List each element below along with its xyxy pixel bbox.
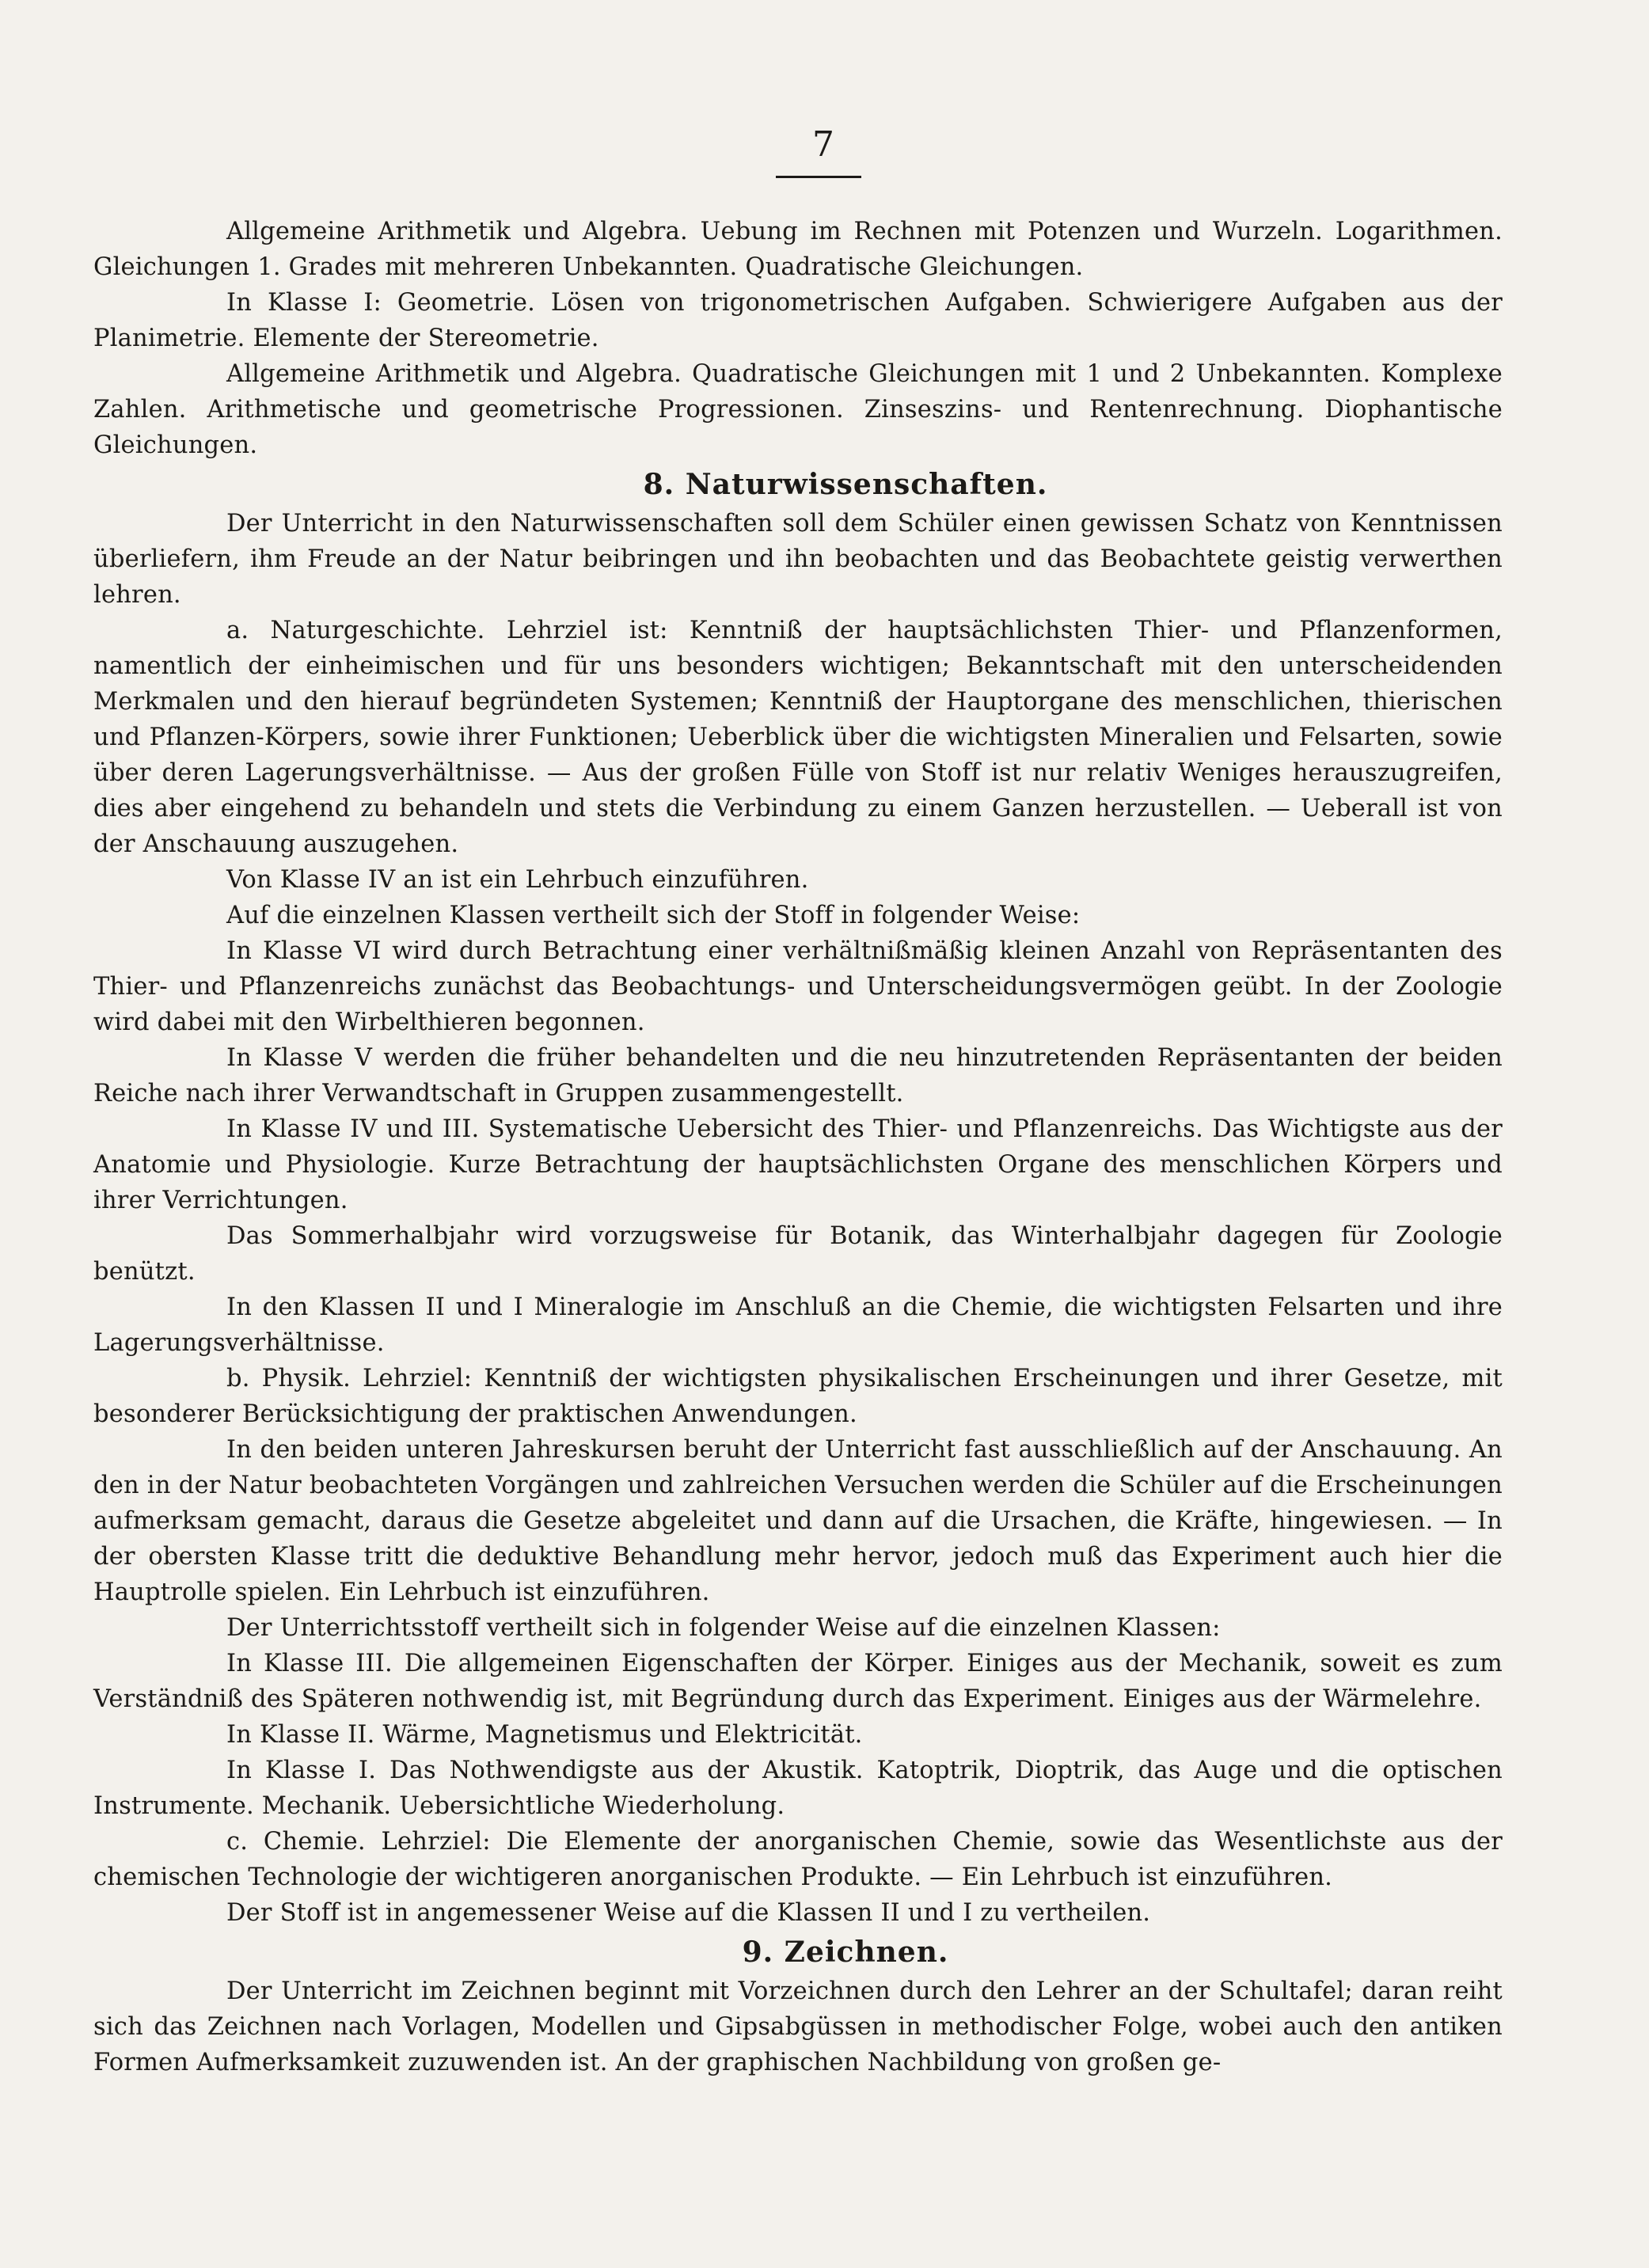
- paragraph-unterrichtsstoff: Der Unterrichtsstoff vertheilt sich in folgender Weise auf die einzelnen Klassen:: [226, 1614, 1221, 1642]
- paragraph-chemie-lehrziel: c. Chemie. Lehrziel: Die Elemente der anorganischen Chemie, sowie das Wesentlichste aus der chemischen Technologie der wichtigeren anorganischen Produkte. — Ein Lehrbuch ist einzuführen.: [93, 1828, 1503, 1891]
- paragraph-physik-klasse-ii: In Klasse II. Wärme, Magnetismus und Elektricität.: [226, 1721, 863, 1749]
- paragraph-lehrbuch-klasse-iv: Von Klasse IV an ist ein Lehrbuch einzuführen.: [226, 866, 809, 894]
- paragraph-physik-klasse-i: In Klasse I. Das Nothwendigste aus der Akustik. Katoptrik, Dioptrik, das Auge und die optischen Instrumente. Mechanik. Uebersichtliche Wiederholung.: [93, 1757, 1503, 1820]
- page-number: 7: [812, 124, 834, 165]
- paragraph-klasse-iv-iii: In Klasse IV und III. Systematische Uebersicht des Thier- und Pflanzenreichs. Das Wichtigste aus der Anatomie und Physiologie. Kurze Betrachtung der hauptsächlichsten Organe des menschlichen Körpers und ihrer Verrichtungen.: [93, 1115, 1503, 1214]
- paragraph-klassen-ii-i-mineralogie: In den Klassen II und I Mineralogie im Anschluß an die Chemie, die wichtigsten Felsarten und ihre Lagerungsverhältnisse.: [93, 1294, 1503, 1357]
- paragraph-klasse-v: In Klasse V werden die früher behandelten und die neu hinzutretenden Repräsentanten der beiden Reiche nach ihrer Verwandtschaft in Gruppen zusammengestellt.: [93, 1044, 1503, 1107]
- paragraph-chemie-stoff: Der Stoff ist in angemessener Weise auf die Klassen II und I zu vertheilen.: [226, 1899, 1151, 1927]
- page-number-rule: [776, 176, 861, 178]
- section-heading-naturwissenschaften: 8. Naturwissenschaften.: [643, 468, 1048, 501]
- paragraph-klasse-i-geometrie: In Klasse I: Geometrie. Lösen von trigonometrischen Aufgaben. Schwierigere Aufgaben aus der Planimetrie. Elemente der Stereometrie.: [93, 289, 1503, 352]
- paragraph-physik-klasse-iii: In Klasse III. Die allgemeinen Eigenschaften der Körper. Einiges aus der Mechanik, soweit es zum Verständniß des Späteren nothwendig ist, mit Begründung durch das Experiment. Einiges aus der Wärmelehre.: [93, 1650, 1503, 1713]
- paragraph-zeichnen-unterricht: Der Unterricht im Zeichnen beginnt mit Vorzeichnen durch den Lehrer an der Schultafel; daran reiht sich das Zeichnen nach Vorlagen, Modellen und Gipsabgüssen in methodischer Folge, wobei auch den antiken Formen Aufmerksamkeit zuzuwenden ist. An der graphischen Nachbildung von großen ge-: [93, 1977, 1503, 2076]
- paragraph-stoffverteilung: Auf die einzelnen Klassen vertheilt sich der Stoff in folgender Weise:: [226, 902, 1081, 929]
- section-heading-zeichnen: 9. Zeichnen.: [742, 1936, 949, 1969]
- paragraph-physik-jahreskurse: In den beiden unteren Jahreskursen beruht der Unterricht fast ausschließlich auf der Anschauung. An den in der Natur beobachteten Vorgängen und zahlreichen Versuchen werden die Schüler auf die Erscheinungen aufmerksam gemacht, daraus die Gesetze abgeleitet und dann auf die Ursachen, die Kräfte, hingewiesen. — In der obersten Klasse tritt die deduktive Behandlung mehr hervor, jedoch muß das Experiment auch hier die Hauptrolle spielen. Ein Lehrbuch ist einzuführen.: [93, 1436, 1503, 1606]
- paragraph-klasse-vi: In Klasse VI wird durch Betrachtung einer verhältnißmäßig kleinen Anzahl von Repräsentanten des Thier- und Pflanzenreichs zunächst das Beobachtungs- und Unterscheidungsvermögen geübt. In der Zoologie wird dabei mit den Wirbelthieren begonnen.: [93, 937, 1503, 1036]
- paragraph-sommerhalbjahr: Das Sommerhalbjahr wird vorzugsweise für Botanik, das Winterhalbjahr dagegen für Zoologie benützt.: [93, 1222, 1503, 1286]
- paragraph-arithmetik-algebra-1: Allgemeine Arithmetik und Algebra. Uebung im Rechnen mit Potenzen und Wurzeln. Logarithmen. Gleichungen 1. Grades mit mehreren Unbekannten. Quadratische Gleichungen.: [93, 218, 1503, 281]
- paragraph-naturwissenschaften-intro: Der Unterricht in den Naturwissenschaften soll dem Schüler einen gewissen Schatz von Kenntnissen überliefern, ihm Freude an der Natur beibringen und ihn beobachten und das Beobachtete geistig verwerthen lehren.: [93, 510, 1503, 609]
- paragraph-naturgeschichte-lehrziel: a. Naturgeschichte. Lehrziel ist: Kenntniß der hauptsächlichsten Thier- und Pflanzenformen, namentlich der einheimischen und für uns besonders wichtigen; Bekanntschaft mit den unterscheidenden Merkmalen und den hierauf begründeten Systemen; Kenntniß der Hauptorgane des menschlichen, thierischen und Pflanzen-Körpers, sowie ihrer Funktionen; Ueberblick über die wichtigsten Mineralien und Felsarten, sowie über deren Lagerungsverhältnisse. — Aus der großen Fülle von Stoff ist nur relativ Weniges herauszugreifen, dies aber eingehend zu behandeln und stets die Verbindung zu einem Ganzen herzustellen. — Ueberall ist von der Anschauung auszugehen.: [93, 617, 1503, 858]
- paragraph-arithmetik-algebra-2: Allgemeine Arithmetik und Algebra. Quadratische Gleichungen mit 1 und 2 Unbekannten. Komplexe Zahlen. Arithmetische und geometrische Progressionen. Zinseszins- und Rentenrechnung. Diophantische Gleichungen.: [93, 360, 1503, 459]
- paragraph-physik-lehrziel: b. Physik. Lehrziel: Kenntniß der wichtigsten physikalischen Erscheinungen und ihrer Gesetze, mit besonderer Berücksichtigung der praktischen Anwendungen.: [93, 1365, 1503, 1428]
- body-text: [93, 214, 1503, 2080]
